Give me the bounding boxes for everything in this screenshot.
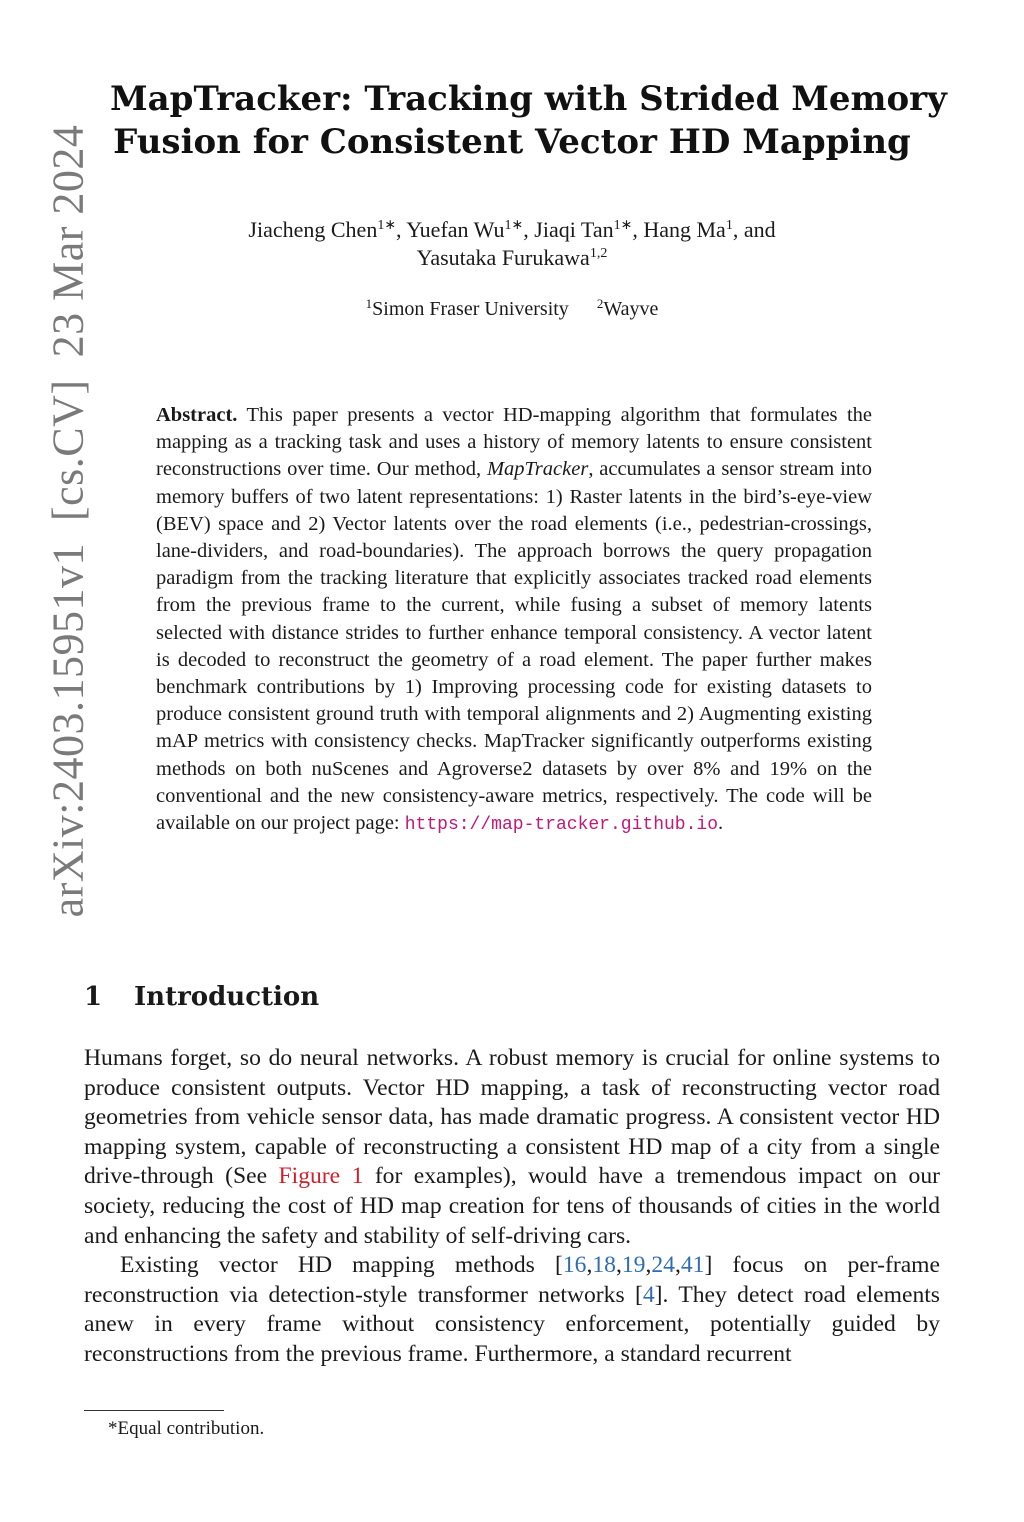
- arxiv-date: 23 Mar 2024: [43, 124, 93, 358]
- paragraph-text: for examples), would have a tremendous impact on our society, reducing the cost of HD map creation for tens of thousands of cities in the world and enhancing the safety and stability of self-driving cars.: [84, 1163, 940, 1249]
- abstract-label: Abstract.: [156, 404, 238, 426]
- affiliation-mark: 2: [596, 296, 604, 311]
- footnote-divider: [84, 1410, 224, 1411]
- paper-title: [110, 78, 947, 164]
- introduction-body: [84, 1044, 940, 1370]
- author-line-2: [110, 244, 914, 272]
- affiliation-mark: 1: [365, 296, 373, 311]
- paragraph: [84, 1044, 940, 1251]
- citation-link[interactable]: 18: [592, 1252, 616, 1279]
- affiliations: [110, 298, 914, 321]
- title-line-2: Fusion for Consistent Vector HD Mapping: [113, 122, 911, 162]
- method-name: MapTracker: [486, 458, 589, 481]
- author-affiliation-mark: 1∗: [613, 218, 633, 233]
- project-page-link[interactable]: https://map-tracker.github.io: [404, 815, 719, 836]
- affiliation-name: Simon Fraser University: [372, 298, 569, 320]
- citation-link[interactable]: 41: [680, 1252, 705, 1279]
- paragraph-text: Humans forget, so do neural networks. A robust memory is crucial for online systems to produce consistent outputs. Vector HD mapping, a task of reconstructing vector road geometries from vehicle sensor data, has made dramatic progress. A consistent vector HD mapping system, capable of reconstructing a consistent HD map of a city from a single drive-through (See: [84, 1045, 940, 1190]
- footnote: *Equal contribution.: [108, 1418, 265, 1439]
- author-name: Hang Ma: [643, 217, 726, 242]
- section-number: 1: [84, 982, 103, 1012]
- citation-link[interactable]: 24: [651, 1252, 675, 1279]
- arxiv-id: arXiv:2403.15951v1: [43, 543, 93, 918]
- paragraph-text: Existing vector HD mapping methods [: [120, 1252, 563, 1279]
- author-list: [110, 216, 914, 272]
- abstract-text: , accumulates a sensor stream into memory buffers of two latent representations: 1) Raster latents in the bird’s-eye-view (BEV) space and 2) Vector latents over the road elements (i.e., pedestrian-crossings, lane-dividers, and road-boundaries). The approach borrows the query propagation paradigm from the tracking literature that explicitly associates tracked road elements from the previous frame to the current, while fusing a subset of memory latents selected with distance strides to further enhance temporal consistency. A vector latent is decoded to reconstruct the geometry of a road element. The paper further makes benchmark contributions by 1) Improving processing code for existing datasets to produce consistent ground truth with temporal alignments and 2) Augmenting existing mAP metrics with consistency checks. MapTracker significantly outperforms existing methods on both nuScenes and Agroverse2 datasets by over 8% and 19% on the conventional and the new consistency-aware metrics, respectively. The code will be available on our project page:: [156, 458, 872, 835]
- citation-link[interactable]: 4: [642, 1281, 655, 1308]
- paragraph-text: ] focus on per-frame reconstruction via detection-style transformer networks [: [84, 1252, 940, 1308]
- author-name: Yuefan Wu: [406, 217, 505, 242]
- figure-reference-link[interactable]: Figure 1: [278, 1163, 364, 1190]
- author-affiliation-mark: 1∗: [377, 218, 397, 233]
- author-affiliation-mark: 1: [725, 218, 733, 233]
- arxiv-sidebar-stamp: [43, 103, 94, 918]
- abstract: [156, 402, 872, 839]
- author-name: Jiaqi Tan: [534, 217, 614, 242]
- abstract-text: This paper presents a vector HD-mapping algorithm that formulates the mapping as a tracking task and uses a history of memory latents to ensure consistent reconstructions over time. Our method,: [156, 404, 872, 481]
- author-line-1: Jiacheng Chen$^{1∗}$, Yuefan $Wu^{1∗}$, Jiaqi Tan$^{1∗}$, Hang Ma$^1$, and: [248, 217, 776, 242]
- author-name: Jiacheng Chen: [248, 217, 378, 242]
- section-heading: [84, 982, 319, 1012]
- author-affiliation-mark: 1,2: [589, 246, 608, 261]
- citation-link[interactable]: 19: [621, 1252, 646, 1279]
- author-conjunction: , and: [732, 217, 776, 242]
- section-title: Introduction: [134, 982, 320, 1012]
- paragraph: Existing vector HD mapping methods [16,18,19,24,41] focus on per-frame reconstruction via detection-style transformer networks [4]. They detect road elements anew in every frame without consistency enforcement, potentially guided by reconstructions from the previous frame. Furthermore, a standard recurrent: [84, 1252, 940, 1367]
- citation-link[interactable]: 16: [562, 1252, 587, 1279]
- arxiv-category: [cs.CV]: [43, 379, 93, 521]
- abstract-end: .: [718, 812, 724, 835]
- author-name: Yasutaka Furukawa: [416, 245, 590, 270]
- affiliation-name: Wayve: [603, 298, 659, 320]
- title-line-1: MapTracker: Tracking with Strided Memory: [110, 79, 947, 119]
- author-affiliation-mark: 1∗: [504, 218, 524, 233]
- paragraph-text: ]. They detect road elements anew in every frame without consistency enforcement, potentially guided by reconstructions from the previous frame. Furthermore, a standard recurrent: [84, 1281, 940, 1367]
